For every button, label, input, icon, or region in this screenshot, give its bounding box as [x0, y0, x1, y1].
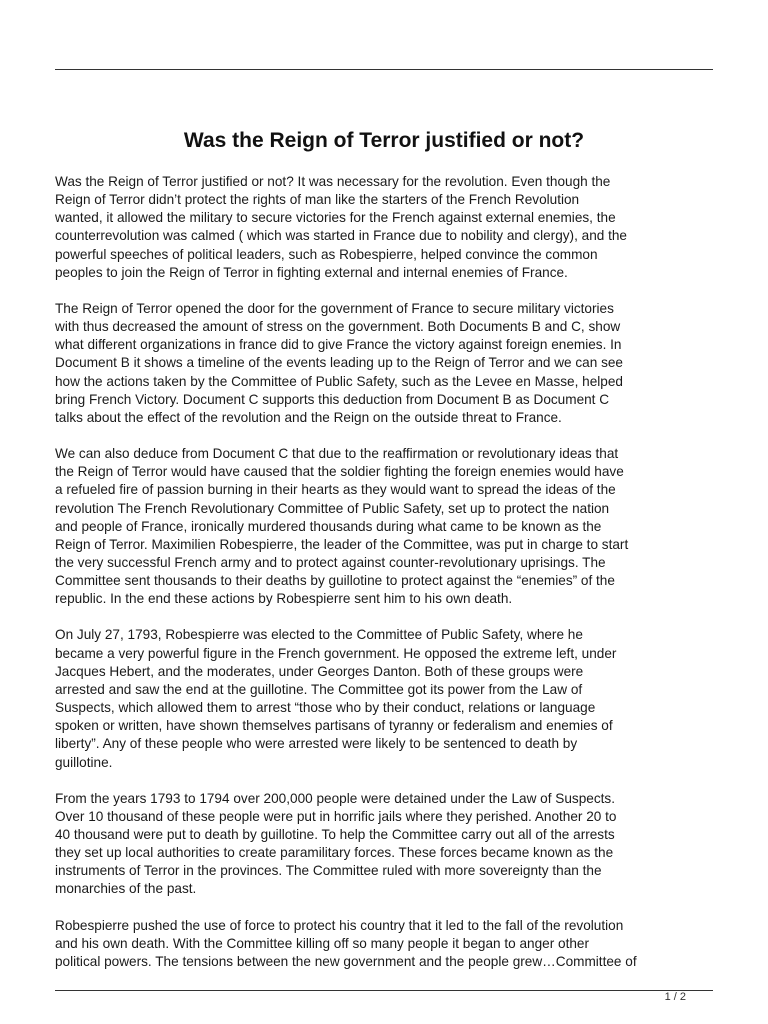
text-line: spoken or written, have shown themselves partisans of tyranny or federalism and enemies of: [55, 718, 613, 734]
text-line: Over 10 thousand of these people were put in horrific jails where they perished. Another 20 to: [55, 808, 617, 824]
text-line: Jacques Hebert, and the moderates, under Georges Danton. Both of these groups were: [55, 663, 584, 679]
text-line: a refueled fire of passion burning in their hearts as they would want to spread the ideas of the: [55, 482, 616, 498]
text-line: republic. In the end these actions by Robespierre sent him to his own death.: [55, 591, 513, 607]
paragraph: [55, 445, 715, 608]
text-line: peoples to join the Reign of Terror in fighting external and internal enemies of France.: [55, 264, 568, 280]
text-line: bring French Victory. Document C supports this deduction from Document B as Document C: [55, 391, 610, 407]
text-line: how the actions taken by the Committee of Public Safety, such as the Levee en Masse, helped: [55, 373, 623, 389]
page-number: 1 / 2: [664, 991, 686, 1003]
text-line: and people of France, ironically murdered thousands during what came to be known as the: [55, 518, 602, 534]
footer-rule: [55, 990, 713, 991]
text-line: wanted, it allowed the military to secure victories for the French against external enemies, the: [55, 210, 616, 226]
paragraph: [55, 790, 715, 899]
document-title: Was the Reign of Terror justified or not?: [183, 129, 585, 152]
paragraph: [55, 626, 715, 771]
text-line: monarchies of the past.: [55, 881, 197, 897]
document-body: [55, 173, 715, 989]
text-line: 40 thousand were put to death by guillotine. To help the Committee carry out all of the arrests: [55, 827, 615, 842]
text-line: what different organizations in france did to give France the victory against foreign enemies. In: [55, 337, 622, 353]
paragraph: [55, 300, 715, 427]
paragraph: [55, 173, 715, 282]
header-rule: [55, 69, 713, 70]
text-line: From the years 1793 to 1794 over 200,000 people were detained under the Law of Suspects.: [55, 790, 615, 806]
text-line: On July 27, 1793, Robespierre was elected to the Committee of Public Safety, where he: [55, 627, 583, 643]
text-line: liberty”. Any of these people who were arrested were likely to be sentenced to death by: [55, 736, 578, 752]
text-line: Reign of Terror. Maximilien Robespierre, the leader of the Committee, was put in charge to start: [55, 536, 629, 552]
text-line: Was the Reign of Terror justified or not? It was necessary for the revolution. Even though the: [55, 174, 611, 189]
text-line: Document B it shows a timeline of the events leading up to the Reign of Terror and we can see: [55, 355, 623, 371]
text-line: they set up local authorities to create paramilitary forces. These forces became known as the: [55, 845, 614, 861]
text-line: and his own death. With the Committee killing off so many people it began to anger other: [55, 935, 589, 951]
paragraph: [55, 917, 715, 971]
text-line: became a very powerful figure in the French government. He opposed the extreme left, under: [55, 645, 617, 661]
text-line: instruments of Terror in the provinces. The Committee ruled with more sovereignty than the: [55, 863, 602, 879]
text-line: guillotine.: [55, 754, 113, 770]
text-line: Committee sent thousands to their deaths by guillotine to protect against the “enemies” of the: [55, 573, 615, 589]
text-line: We can also deduce from Document C that due to the reaffirmation or revolutionary ideas that: [55, 446, 619, 462]
text-line: The Reign of Terror opened the door for the government of France to secure military victories: [55, 300, 614, 316]
text-line: the very successful French army and to protect against counter-revolutionary uprisings. The: [55, 554, 606, 570]
text-line: with thus decreased the amount of stress on the government. Both Documents B and C, show: [55, 319, 621, 335]
text-line: counterrevolution was calmed ( which was started in France due to nobility and clergy), and the: [55, 228, 627, 244]
text-line: powerful speeches of political leaders, such as Robespierre, helped convince the common: [55, 246, 598, 262]
text-line: revolution The French Revolutionary Committee of Public Safety, set up to protect the nation: [55, 500, 610, 516]
text-line: Robespierre pushed the use of force to protect his country that it led to the fall of the revolution: [55, 917, 624, 933]
text-line: arrested and saw the end at the guillotine. The Committee got its power from the Law of: [55, 681, 583, 697]
text-line: political powers. The tensions between the new government and the people grew…Committee of: [55, 953, 637, 969]
text-line: talks about the effect of the revolution and the Reign on the outside threat to France.: [55, 409, 562, 425]
text-line: Suspects, which allowed them to arrest “those who by their conduct, relations or language: [55, 700, 596, 716]
text-line: the Reign of Terror would have caused that the soldier fighting the foreign enemies would have: [55, 464, 624, 480]
text-line: Reign of Terror didn’t protect the rights of man like the starters of the French Revolution: [55, 192, 580, 208]
